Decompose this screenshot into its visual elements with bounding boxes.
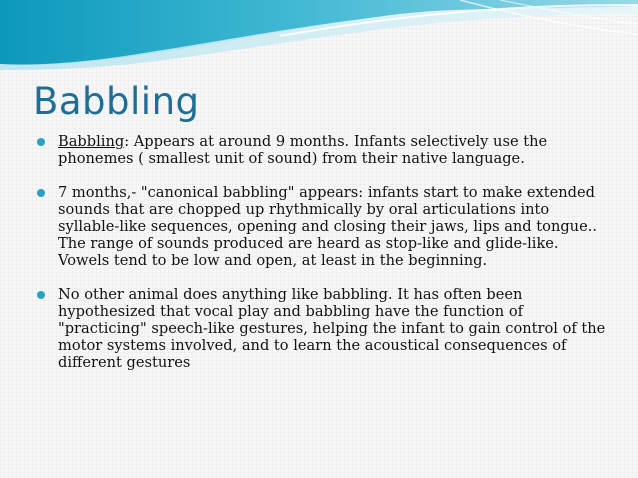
bullet-item xyxy=(36,133,606,167)
bullet-item xyxy=(36,184,606,269)
bullet-item xyxy=(36,286,606,371)
header-wave-decoration xyxy=(0,0,638,80)
bullet-text: 7 months,- "canonical babbling" appears: infants start to make extended sounds that are chopped up rhythmically by oral articulations into syllable-like sequences, opening and closing their jaws, lips and tongue.. The range of sounds produced are heard as stop-like and glide-like. Vowels tend to be low and open, at least in the beginning. xyxy=(58,184,597,269)
bullet-list xyxy=(36,133,606,388)
bullet-text: No other animal does anything like babbling. It has often been hypothesized that vocal play and babbling have the function of "practicing" speech-like gestures, helping the infant to gain control of the motor systems involved, and to learn the acoustical consequences of different gestures xyxy=(58,286,606,371)
babbling-term: Babbling xyxy=(58,133,125,150)
bullet-text: : Appears at around 9 months. Infants selectively use the phonemes ( smallest unit of sound) from their native language. xyxy=(58,133,548,167)
slide-title: Babbling xyxy=(33,80,200,123)
